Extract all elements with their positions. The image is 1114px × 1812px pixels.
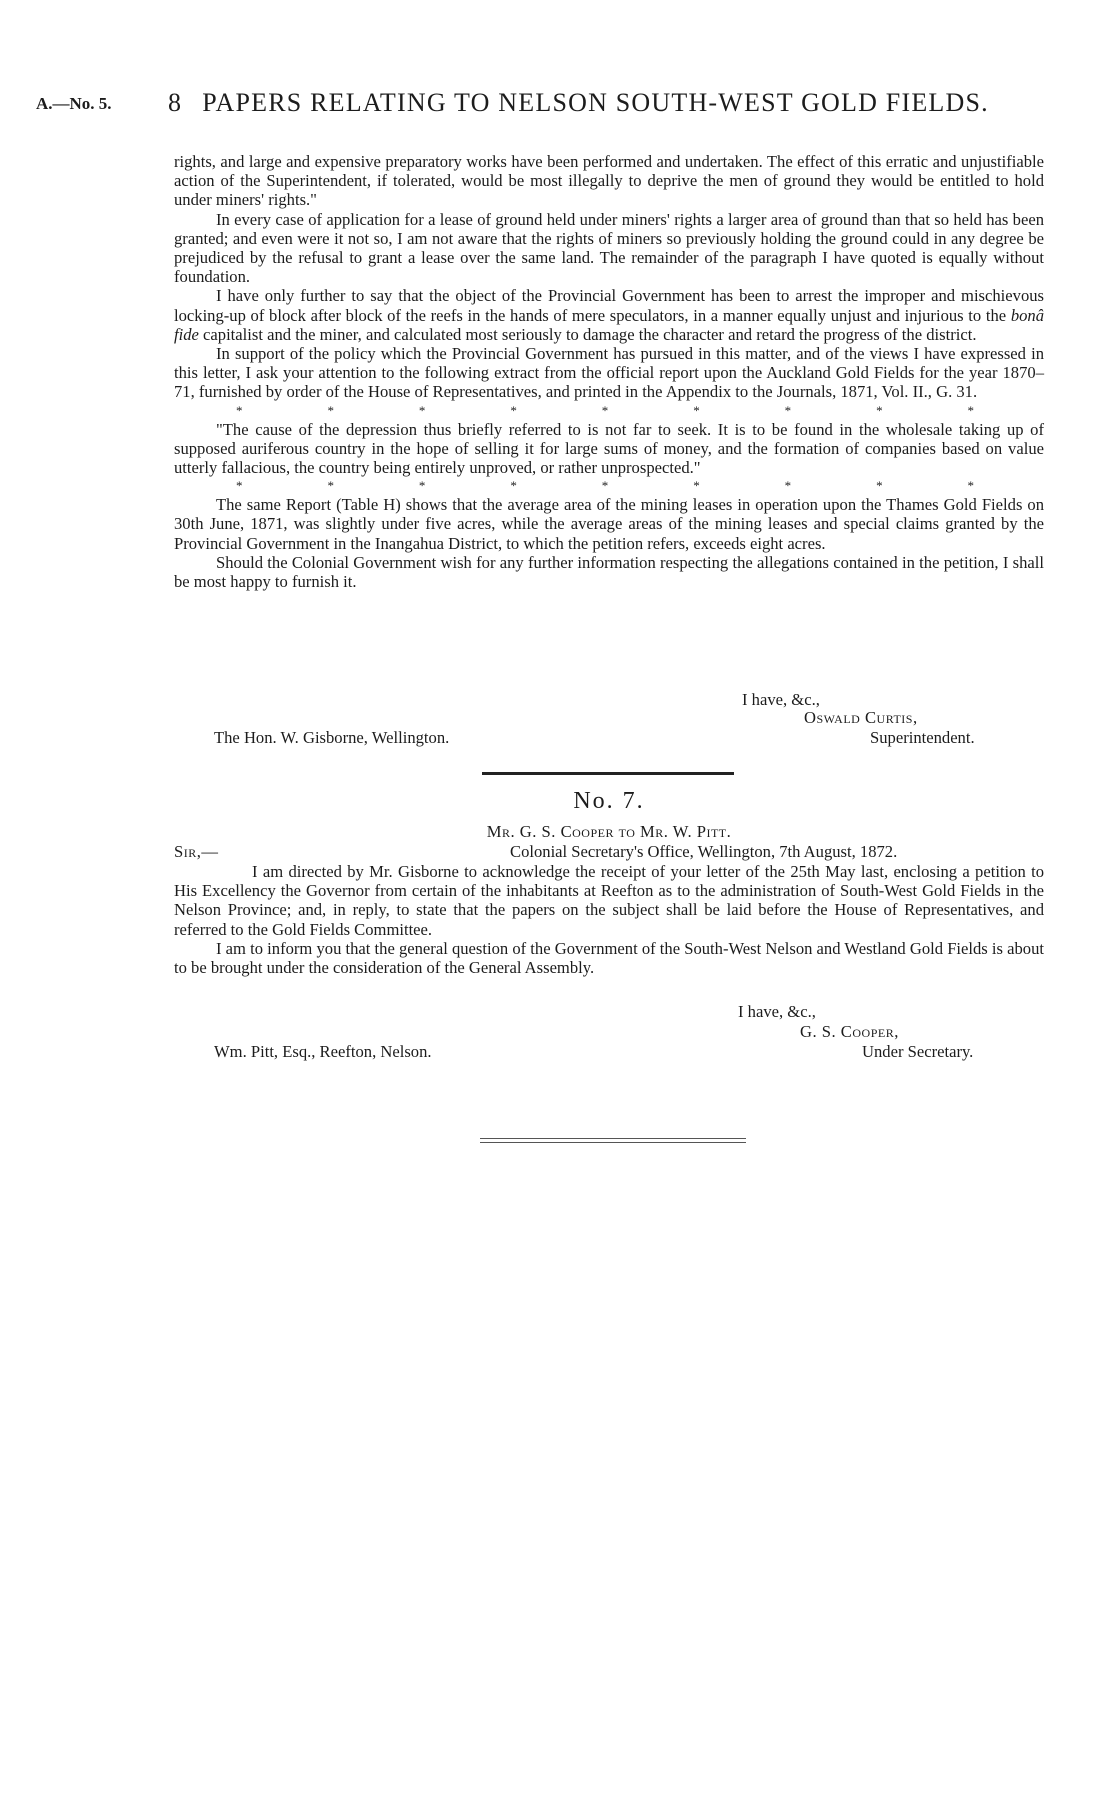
asterisk: * bbox=[510, 402, 517, 418]
asterisk: * bbox=[876, 478, 883, 494]
paragraph: I am directed by Mr. Gisborne to acknowledge the receipt of your letter of the 25th May last, enclosing a petition to His Excellency the Governor from certain of the inhabitants at Reefton as to the administration of South-West Gold Fields in the Nelson Province; and, in reply, to state that the papers on the subject shall be laid before the House of Representatives, and referred to the Gold Fields Committee. bbox=[174, 862, 1044, 939]
letter-7-addressee: Wm. Pitt, Esq., Reefton, Nelson. bbox=[214, 1042, 432, 1061]
asterisk: * bbox=[510, 478, 517, 494]
paragraph bbox=[174, 286, 1044, 344]
letter-6-body bbox=[174, 152, 1044, 591]
asterisk: * bbox=[418, 402, 426, 418]
asterisk: * bbox=[967, 402, 974, 418]
letter-7-place-date: Colonial Secretary's Office, Wellington, 7th August, 1872. bbox=[510, 842, 898, 861]
asterisk: * bbox=[236, 402, 243, 418]
letter-6-signatory: Oswald Curtis, bbox=[804, 708, 918, 727]
asterisk-row bbox=[174, 402, 1044, 420]
asterisk: * bbox=[327, 478, 334, 494]
asterisk: * bbox=[327, 402, 334, 418]
asterisk: * bbox=[967, 478, 974, 494]
asterisk: * bbox=[693, 402, 700, 418]
end-rule-bottom bbox=[480, 1142, 746, 1143]
letter-7-signatory-title: Under Secretary. bbox=[862, 1042, 974, 1061]
letter-6-addressee: The Hon. W. Gisborne, Wellington. bbox=[214, 728, 450, 747]
page-number: 8 bbox=[168, 88, 183, 117]
paragraph: In every case of application for a lease of ground held under miners' rights a larger area of ground than that so held has been granted; and even were it not so, I am not aware that the rights of miners so previously holding the ground could in any degree be prejudiced by the refusal to grant a lease over the same land. The remainder of the paragraph I have quoted is equally without foundation. bbox=[174, 209, 1044, 287]
asterisk: * bbox=[236, 478, 243, 494]
paragraph: In support of the policy which the Provincial Government has pursued in this matter, and of the views I have expressed in this letter, I ask your attention to the following extract from the official report upon the Auckland Gold Fields for the year 1870–71, furnished by order of the House of Representatives, and printed in the Appendix to the Journals, 1871, Vol. II., G. 31. bbox=[174, 344, 1044, 402]
asterisk: * bbox=[693, 478, 700, 494]
page-header bbox=[168, 88, 989, 118]
asterisk: * bbox=[784, 402, 792, 418]
letter-6-closing: I have, &c., bbox=[742, 690, 820, 709]
section-divider bbox=[482, 772, 734, 775]
letter-7-from-to: Mr. G. S. Cooper to Mr. W. Pitt. bbox=[486, 822, 732, 841]
paragraph-text: capitalist and the miner, and calculated most seriously to damage the character and retard the progress of the district. bbox=[198, 324, 977, 344]
asterisk: * bbox=[601, 478, 609, 494]
asterisk: * bbox=[784, 478, 792, 494]
reference-number: A.—No. 5. bbox=[36, 94, 112, 113]
letter-7-signatory: G. S. Cooper, bbox=[800, 1022, 899, 1041]
quoted-extract: "The cause of the depression thus briefly referred to is not far to seek. It is to be found in the wholesale taking up of supposed auriferous country in the hope of selling it for large sums of money, and the formation of companies based on value utterly fallacious, the country being entirely unproved, or rather unprospected." bbox=[174, 419, 1044, 478]
paragraph: Should the Colonial Government wish for any further information respecting the allegations contained in the petition, I shall be most happy to furnish it. bbox=[174, 552, 1044, 592]
paragraph: rights, and large and expensive preparatory works have been performed and undertaken. The effect of this erratic and unjustifiable action of the Superintendent, if tolerated, would be most illegally to deprive the men of ground they would be entitled to hold under miners' rights." bbox=[174, 152, 1044, 210]
end-rule-top bbox=[480, 1138, 746, 1139]
letter-7-body bbox=[174, 862, 1044, 977]
letter-6-signatory-title: Superintendent. bbox=[870, 728, 975, 747]
page-title: PAPERS RELATING TO NELSON SOUTH-WEST GOLD FIELDS. bbox=[202, 88, 989, 117]
asterisk: * bbox=[418, 478, 426, 494]
paragraph: The same Report (Table H) shows that the average area of the mining leases in operation upon the Thames Gold Fields on 30th June, 1871, was slightly under five acres, while the average areas of the mining leases and special claims granted by the Provincial Government in the Inangahua District, to which the petition refers, exceeds eight acres. bbox=[174, 495, 1044, 553]
paragraph: I am to inform you that the general question of the Government of the South-West Nelson and Westland Gold Fields is about to be brought under the consideration of the General Assembly. bbox=[174, 938, 1044, 978]
asterisk-row bbox=[174, 477, 1044, 495]
letter-7-closing: I have, &c., bbox=[738, 1002, 816, 1021]
paragraph-text: I have only further to say that the object of the Provincial Government has been to arrest the improper and mischievous locking-up of block after block of the reefs in the hands of mere speculators, in a manner equally unjust and injurious to the bbox=[174, 286, 1044, 325]
asterisk: * bbox=[601, 402, 609, 418]
letter-7-salutation: Sir,— bbox=[174, 842, 219, 861]
letter-7-number: No. 7. bbox=[573, 788, 645, 814]
italic-phrase: bonâ fide bbox=[174, 305, 1044, 344]
asterisk: * bbox=[876, 402, 883, 418]
